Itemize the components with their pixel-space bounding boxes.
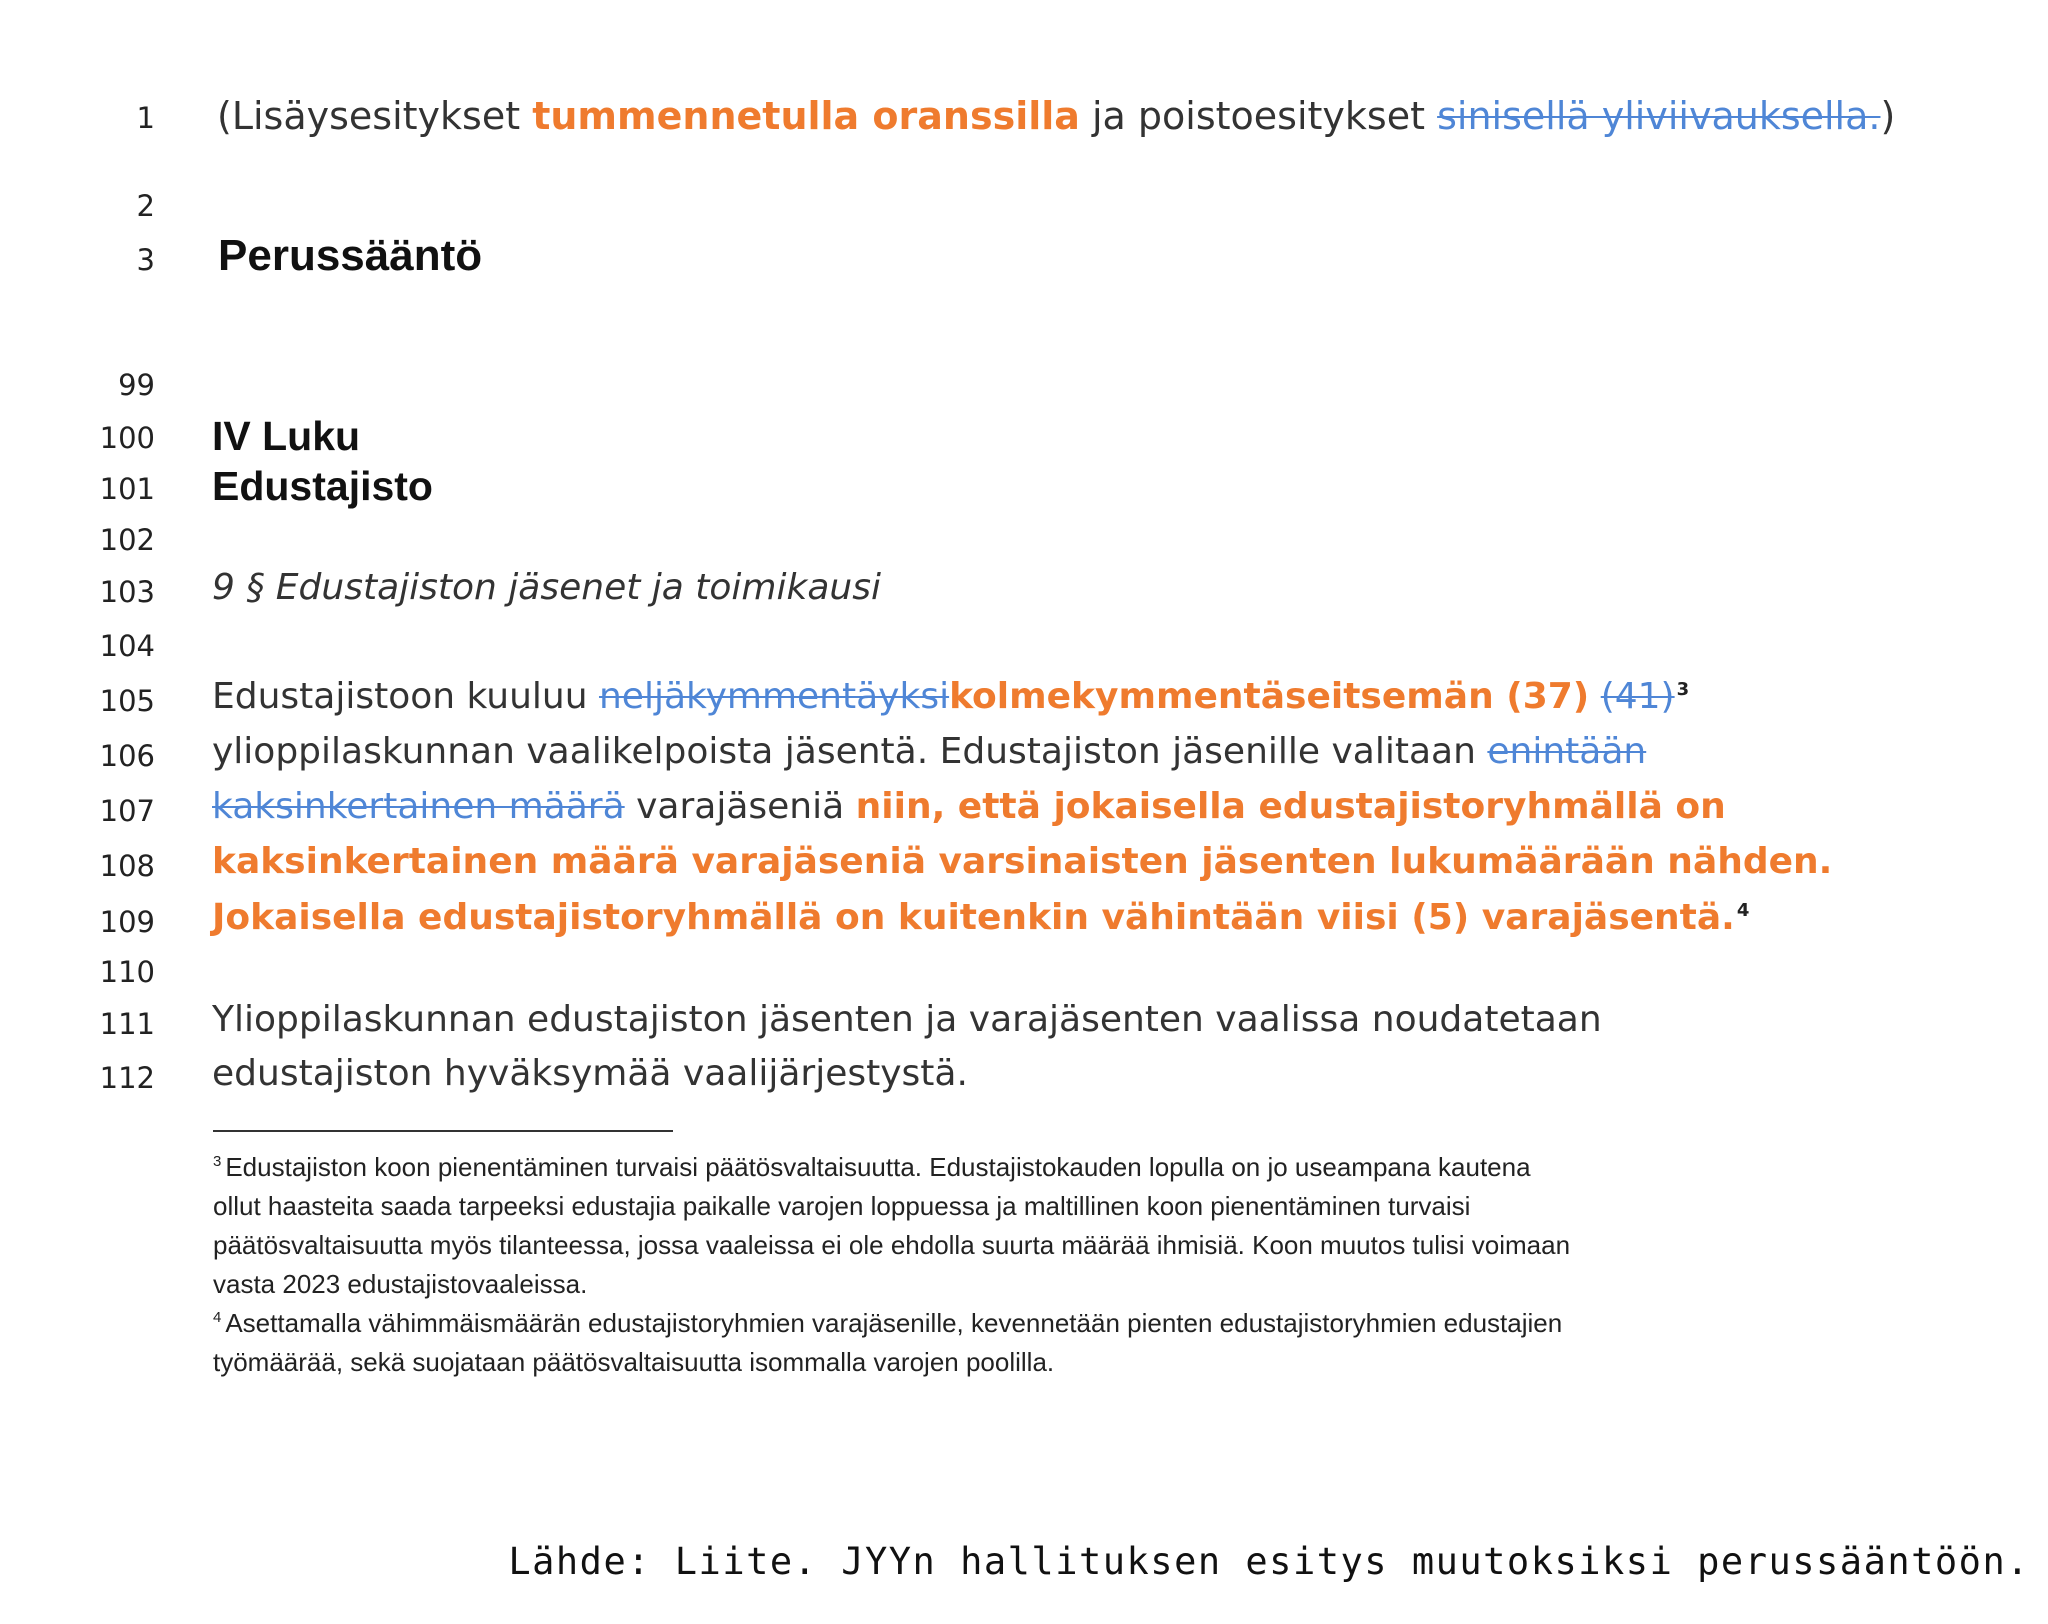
line-number-105: 105	[99, 684, 155, 718]
line-number-2: 2	[136, 189, 155, 223]
inserted-text: niin, että jokaisella edustajistoryhmällä on	[855, 786, 1726, 827]
line-number-108: 108	[99, 849, 155, 883]
paragraph2-line-112: edustajiston hyväksymää vaalijärjestystä.	[212, 1053, 968, 1094]
line-number-104: 104	[99, 629, 155, 663]
line-number-99: 99	[118, 368, 155, 402]
paragraph1-line-107	[212, 786, 1726, 827]
line-number-100: 100	[99, 421, 155, 455]
legend-suffix: )	[1880, 94, 1896, 138]
line-number-110: 110	[99, 955, 155, 989]
paragraph2-line-111: Ylioppilaskunnan edustajiston jäsenten ja varajäsenten vaalissa noudatetaan	[212, 999, 1602, 1040]
line-number-101: 101	[99, 472, 155, 506]
legend-insert-example: tummennetulla oranssilla	[532, 94, 1080, 138]
paragraph1-line-106	[212, 731, 1647, 772]
line-number-111: 111	[99, 1007, 155, 1041]
footnote-3-line-3: päätösvaltaisuutta myös tilanteessa, jossa vaaleissa ei ole ehdolla suurta määrää ihmisiä. Koon muutos tulisi voimaan	[213, 1230, 1571, 1260]
text-segment: ylioppilaskunnan vaalikelpoista jäsentä. Edustajiston jäsenille valitaan	[212, 731, 1488, 772]
deleted-text: neljäkymmentäyksi	[598, 676, 950, 717]
line-number-1: 1	[136, 101, 155, 135]
footnote-reference-3[interactable]: 3	[1676, 679, 1690, 700]
legend-delete-example: sinisellä yliviivauksella.	[1437, 94, 1881, 138]
legend-middle: ja poistoesitykset	[1079, 94, 1438, 138]
line-number-3: 3	[136, 243, 155, 277]
chapter-title: Edustajisto	[212, 463, 433, 509]
line-number-112: 112	[99, 1061, 155, 1095]
section-heading: 9 § Edustajiston jäsenet ja toimikausi	[212, 567, 881, 608]
footnote-3-number: 3	[213, 1153, 222, 1171]
footnote-3-line-1	[213, 1154, 1531, 1180]
footnote-text: Edustajiston koon pienentäminen turvaisi päätösvaltaisuutta. Edustajistokauden lopulla on jo useampana kautena	[225, 1152, 1531, 1182]
footnote-4-number: 4	[213, 1309, 222, 1327]
paragraph1-line-108	[212, 841, 1833, 882]
document-title: Perussääntö	[218, 231, 483, 280]
text-segment: varajäseniä	[624, 786, 856, 827]
footnote-4-line-2: työmäärää, sekä suojataan päätösvaltaisuutta isommalla varojen poolilla.	[213, 1347, 1055, 1377]
text-segment: Edustajistoon kuuluu	[212, 676, 599, 717]
inserted-text: kaksinkertainen määrä varajäseniä varsinaisten jäsenten lukumäärään nähden.	[212, 841, 1833, 882]
markup-legend	[217, 94, 1896, 138]
inserted-text: kolmekymmentäseitsemän (37)	[949, 676, 1590, 717]
deleted-text: kaksinkertainen määrä	[212, 786, 625, 827]
line-number-107: 107	[99, 794, 155, 828]
footnote-3-line-2: ollut haasteita saada tarpeeksi edustajia paikalle varojen loppuessa ja maltillinen koon pienentäminen turvaisi	[213, 1191, 1471, 1221]
footnote-reference-4[interactable]: 4	[1736, 900, 1750, 921]
line-number-106: 106	[99, 739, 155, 773]
text-segment	[1589, 676, 1600, 717]
footnote-3-line-4: vasta 2023 edustajistovaaleissa.	[213, 1269, 588, 1299]
paragraph1-line-105	[212, 676, 1690, 717]
line-number-109: 109	[99, 905, 155, 939]
inserted-text: Jokaisella edustajistoryhmällä on kuitenkin vähintään viisi (5) varajäsentä.	[212, 897, 1735, 938]
paragraph1-line-109	[212, 897, 1750, 938]
deleted-text: (41)	[1600, 676, 1675, 717]
footnote-text: Asettamalla vähimmäismäärän edustajistoryhmien varajäsenille, kevennetään pienten edustajistoryhmien edustajien	[225, 1308, 1563, 1338]
line-number-102: 102	[99, 523, 155, 557]
footnote-4-line-1	[213, 1310, 1562, 1336]
footnote-separator	[213, 1130, 673, 1132]
line-number-103: 103	[99, 575, 155, 609]
legend-prefix: (Lisäysesitykset	[217, 94, 533, 138]
chapter-number: IV Luku	[212, 413, 361, 459]
deleted-text: enintään	[1487, 731, 1647, 772]
source-caption: Lähde: Liite. JYYn hallituksen esitys muutoksiksi perussääntöön.	[508, 1540, 2030, 1583]
